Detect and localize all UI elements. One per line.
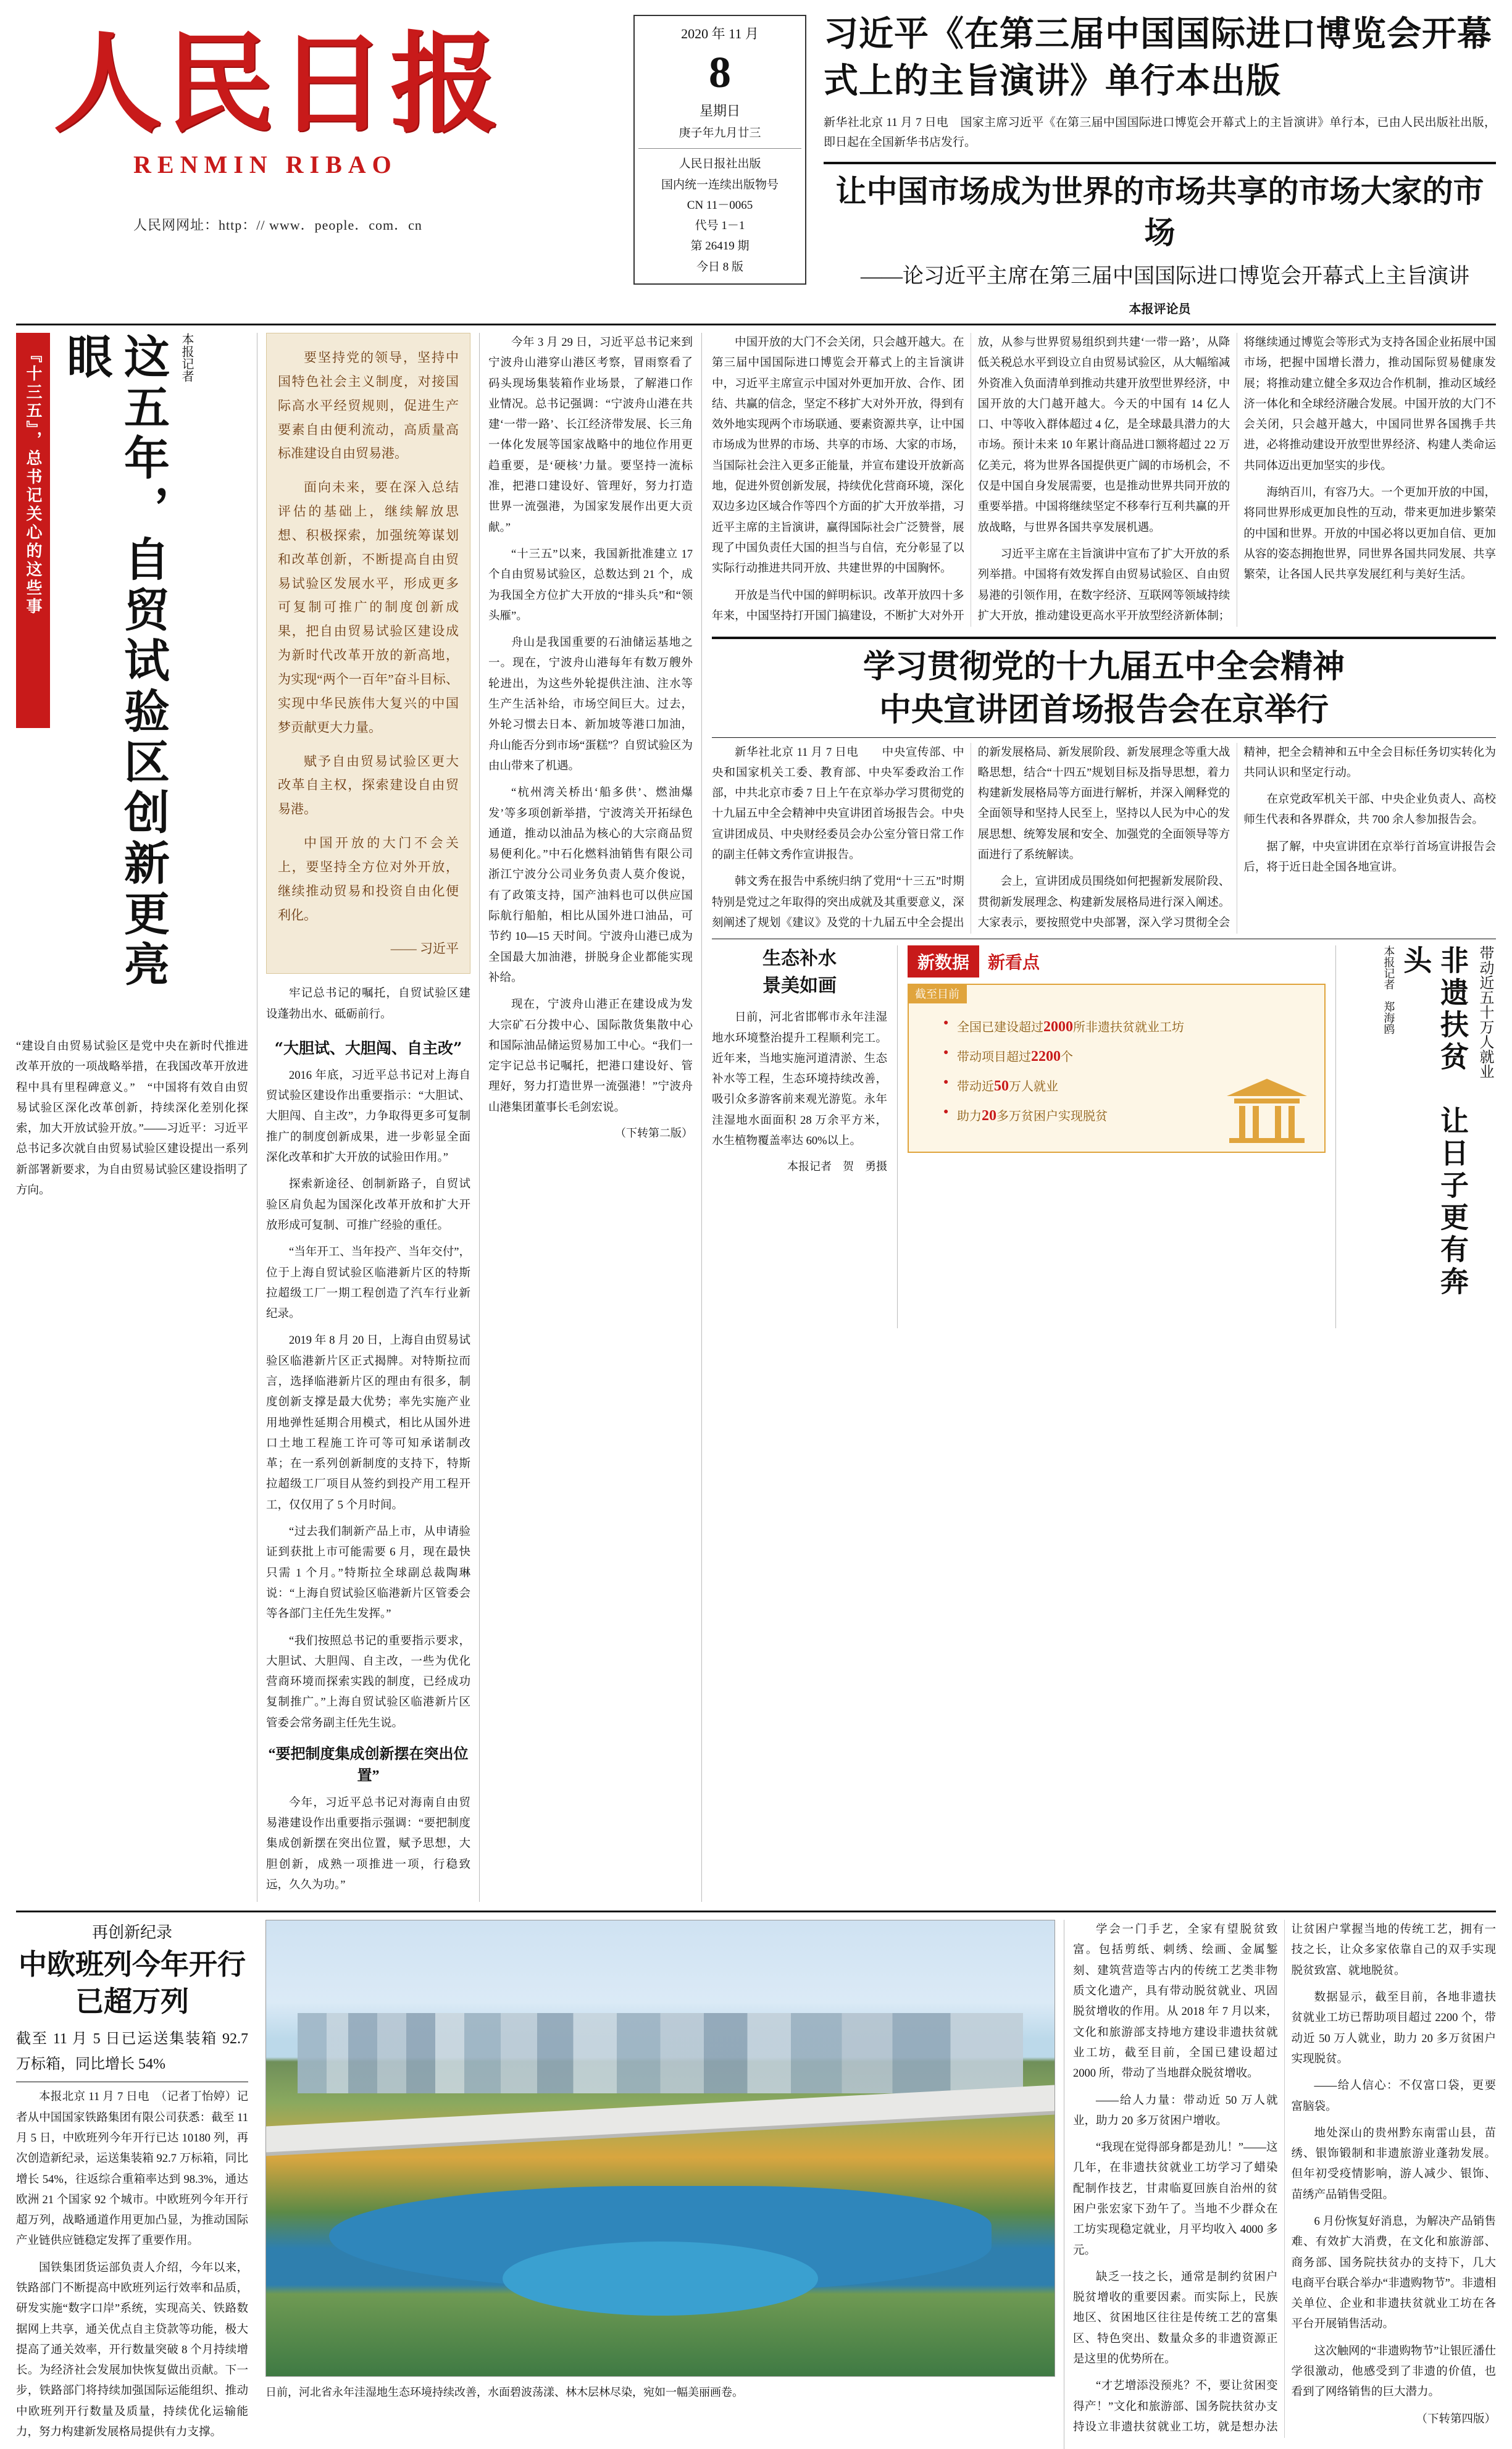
paragraph: ——给人信心：不仅富口袋，更要富脑袋。	[1291, 2080, 1496, 2113]
feature-subhead-2: “要把制度集成创新摆在突出位置”	[268, 1746, 469, 1784]
paragraph: 学会一门手艺，全家有望脱贫致富。包括剪纸、刺绣、绘画、金属錾刻、建筑营造等古内的传统工艺类非物质文化遗产，具有带动脱贫就业、巩固脱贫增收的作用。从 2018 年 7 月以来，文化和旅游部支持地方建设非遗扶贫就业工坊，截至目前，全国已建设超过 2000 所，带动了当地群众脱贫增收。	[1073, 1924, 1278, 2080]
paragraph: 舟山是我国重要的石油储运基地之一。现在，宁波舟山港每年有数万艘外轮进出，为这些外轮提供注油、注水等生产生活补给，市场空间巨大。过去，外轮习惯去日本、新加坡等港口加油，舟山能否分到市场“蛋糕”？自贸试验区为由山带来了机遇。	[488, 637, 693, 772]
bridge-shape	[266, 2085, 1055, 2153]
paragraph: 韩文秀在报告中系统归纳了党用“十三五”时期特别是党过之年取得的突出成就及其重要意义，深刻阐述了规划《建议》及党的十九届五中全会提出的新发展格局、新发展阶段、新发展理念等重大战略思想，结合“十四五”规划目标及指导思想，着力构建新发展格局等方面进行解析，并深入阐释党的全面领导和坚持人民至上，坚持以人民为中心的发展思想、统筹发展和安全、加强党的全面领导等方面进行了系统解读。	[712, 746, 1230, 929]
list-item: ● 带动项目超过2200个	[943, 1042, 1314, 1071]
paragraph: ——给人力量：带动近 50 万人就业，助力 20 多万贫困户增收。	[1073, 2094, 1278, 2127]
feiyi-title: 非遗扶贫 让日子更有奔头	[1399, 945, 1469, 1299]
quote-para: 中国开放的大门不会关上，要坚持全方位对外开放，继续推动贸易和投资自由化便利化。	[278, 835, 459, 923]
date-box	[633, 15, 806, 285]
column-note	[488, 333, 693, 1118]
feature-byline: 本报记者	[180, 333, 193, 382]
cn-code: CN 11－0065	[687, 198, 753, 212]
main-content	[16, 324, 1496, 1902]
third-headline-line1: 学习贯彻党的十九届五中全会精神	[863, 648, 1345, 686]
paragraph: 开放是当代中国的鲜明标识。改革开放四十多年来，中国坚持打开国门搞建设，不断扩大对外开放，从参与世界贸易组织到共建‘一带一路’，从降低关税总水平到设立自由贸易试验区，从大幅缩减外资准入负面清单到推动共建开放型世界经济，中国开放的大门越开越大。今天的中国有 14 亿人口、中等收入群体超过 4 亿，是全球最具潜力的大市场。预计未来 10 年累计商品进口额将超过 22 万亿美元，将为世界各国提供更广阔的市场机会，不仅是中国自身发展需要，也是推动世界共同开放的重要举措。中国将继续坚定不移奉行互利共赢的开放战略，与世界各国共享发展机遇。	[712, 337, 1230, 622]
bottom-section	[16, 1911, 1496, 2449]
lower-right-band	[712, 945, 1496, 1328]
paragraph: 地处深山的贵州黔东南雷山县，苗绣、银饰锻制和非遗旅游业蓬勃发展。但年初受疫情影响，游人减少、银饰、苗绣产品销售受阻。	[1291, 2127, 1496, 2201]
quote-signature: —— 习近平	[390, 941, 459, 957]
second-headline-sub: ——论习近平主席在第三届中国国际进口博览会开幕式上主旨演讲	[861, 264, 1469, 288]
paragraph: “我们按照总书记的重要指示要求，大胆试、大胆闯、自主改，一些为优化营商环境而探索实践的制度，已经成功复制推广。”上海自贸试验区临港新片区管委会常务副主任先生说。	[266, 1635, 470, 1730]
list-item: ● 带动近50万人就业	[943, 1071, 1314, 1101]
top-headline-lead: 新华社北京 11 月 7 日电 国家主席习近平《在第三届中国国际进口博览会开幕式上的主旨演讲》单行本，已由人民出版社出版，即日起在全国新华书店发行。	[824, 116, 1496, 149]
list-item: ● 全国已建设超过2000所非遗扶贫就业工坊	[943, 1012, 1314, 1042]
serial-label: 国内统一连续出版物号	[661, 178, 779, 191]
paragraph: 据了解，中央宣讲团在京举行首场宣讲报告会后，将于近日赴全国各地宣讲。	[1243, 840, 1496, 874]
new-data-block	[897, 945, 1335, 1328]
feiyi-title-block	[1335, 945, 1496, 1328]
feature-quote: “建设自由贸易试验区是党中央在新时代推进改革开放的一项战略举措，在我国改革开放进程中具有里程碑意义。” “中国将有效自由贸易试验区深化改革创新，持续深化差别化探索，加大开放试验开放。”——习近平：习近平总书记多次就自由贸易试验区建设提出一系列新部署新要求，为自由贸易试验区建设指明了方向。	[16, 1040, 248, 1197]
date-year-month: 2020 年 11 月	[681, 26, 759, 41]
eco-water-block	[712, 945, 897, 1328]
third-headline-line2: 中央宣讲团首场报告会在京举行	[879, 691, 1329, 729]
eco-water-byline: 本报记者 贺 勇摄	[787, 1160, 887, 1173]
feiyi-kicker: 带动近五十万人就业	[1477, 945, 1493, 1079]
second-headline: 让中国市场成为世界的市场共享的市场大家的市场	[835, 172, 1484, 251]
feature-body-3	[266, 1793, 470, 1896]
divider	[824, 162, 1496, 164]
paragraph: 缺乏一技之长，通常是制约贫困户脱贫增收的重要因素。而实际上，民族地区、贫困地区往往是传统工艺的富集区、特色突出、数量众多的非遗资源正是这里的优势所在。	[1073, 2271, 1278, 2366]
quote-box	[266, 333, 470, 974]
editorial-quote-column	[257, 333, 479, 1902]
paragraph: 这次触网的“非遗购物节”让银匠潘仕学很激动，他感受到了非遗的价值，也看到了网络销售的巨大潜力。	[1291, 2345, 1496, 2399]
paragraph: 现在，宁波舟山港正在建设成为发大宗矿石分拨中心、国际散货集散中心和国际油品储运贸易加工中心。“我们一定宇记总书记嘱托，把港口建设好、管理好，努力打造世界一流强港！”宁波舟山港集团董事长毛剑宏说。	[488, 998, 693, 1114]
paragraph: 2016 年底，习近平总书记对上海自贸试验区建设作出重要指示：“大胆试、大胆闯、自主改”，力争取得更多可复制推广的制度创新成果，进一步彰显全面深化改革和扩大开放的试验田作用。”	[266, 1069, 470, 1165]
newspaper-pinyin: RENMIN RIBAO	[133, 150, 398, 178]
photo-block	[257, 1920, 1064, 2449]
feiyi-story-body	[1064, 1920, 1496, 2449]
right-main-column	[701, 333, 1496, 1902]
quote-para: 要坚持党的领导，坚持中国特色社会主义制度，对接国际高水平经贸规则，促进生产要素自由便利流动，高质量高标准建设自由贸易港。	[278, 350, 459, 461]
paragraph: 今年 3 月 29 日，习近平总书记来到宁波舟山港穿山港区考察，冒雨察看了码头现场集装箱作业场景，了解港口作业情况。总书记强调：“宁波舟山港在共建‘一带一路’、长江经济带发展、长三角一体化发展等国家战略中的地位作用更趋重要，是‘硬核’力量。要坚持一流标准，把港口建设好、管理好，努力打造世界一流强港，为国家发展作出更大贡献。”	[488, 337, 693, 534]
paragraph: 2019 年 8 月 20 日，上海自由贸易试验区临港新片区正式揭牌。对特斯拉而言，选择临港新片区的理由有很多，制度创新支撑是最大优势；率先实施产业用地弹性延期合用模式，相比从国外进口土地工程施工许可等可知承诺制改革；在一系列创新制度的支持下，特斯拉超级工厂项目从签约到投产用工程开工，仅仅用了 5 个月时间。	[266, 1334, 470, 1512]
paragraph: 习近平主席在主旨演讲中宣布了扩大开放的系列举措。中国将有效发挥自由贸易试验区、自由贸易港的引领作用，在数字经济、互联网等领域持续扩大开放，推动建设更高水平开放型经济新体制；将继续通过博览会等形式为支持各国企业拓展中国市场，把握中国增长潜力，推动国际贸易健康发展；将推动建立健全多双边合作机制，推动区域经济一体化和全球经济融合发展。中国开放的大门不会关闭，只会越开越大，中国同世界各国携手共进，必将推动建设开放型世界经济、构建人类命运共同体迈出更加坚实的步伐。	[977, 337, 1496, 622]
quote-para: 面向未来，要在深入总结评估的基础上，继续解放思想、积极探索，加强统筹谋划和改革创新，不断提高自由贸易试验区发展水平，形成更多可复制可推广的制度创新成果，把自由贸易试验区建设成为新时代改革开放的新高地，为实现“两个一百年”奋斗目标、实现中华民族伟大复兴的中国梦贡献更大力量。	[278, 480, 459, 735]
second-headline-byline: 本报评论员	[1129, 303, 1191, 317]
skyline-shape	[298, 2013, 1023, 2093]
jump-note: （下转第二版）	[615, 1126, 693, 1139]
eco-water-caption	[712, 1008, 887, 1152]
paragraph: 数据显示，截至目前，各地非遗扶贫就业工坊已帮助项目超过 2200 个，带动近 50 万人就业，助力 20 多万贫困户实现脱贫。	[1291, 1991, 1496, 2066]
story-body	[16, 2087, 248, 2443]
paragraph: “十三五”以来，我国新批准建立 17 个自由贸易试验区，总数达到 21 个，成为我国全方位扩大开放的“排头兵”和“领头雁”。	[488, 548, 693, 622]
masthead-lead-stories	[806, 11, 1496, 317]
quote-para: 赋予自由贸易试验区更大改革自主权，探索建设自由贸易港。	[278, 753, 459, 817]
masthead	[16, 11, 1496, 320]
paragraph: 日前，河北省邯郸市永年洼湿地水环境整治提升工程顺利完工。近年来，当地实施河道清淤、生态补水等工程，生态环境持续改善，吸引众多游客前来观光游览。永年洼湿地水面面积 28 万余平方米，水生植物覆盖率达 60%以上。	[712, 1011, 887, 1147]
date-day: 8	[709, 47, 731, 97]
paragraph: 会上，宣讲团成员围绕如何把握新发展阶段、贯彻新发展理念、构建新发展格局进行深入阐述。大家表示，要按照党中央部署，深入学习贯彻全会精神，把全会精神和五中全会目标任务切实转化为共同认识和坚定行动。	[977, 746, 1496, 929]
pond-shape	[503, 2242, 818, 2316]
story-title: 中欧班列今年开行已超万列	[19, 1948, 246, 2018]
paragraph: 新华社北京 11 月 7 日电 中央宣传部、中央和国家机关工委、教育部、中央军委政治工作部，中共北京市委 7 日上午在京举办学习贯彻党的十九届五中全会精神中央宣讲团首场报告会。中央宣讲团成员、中央财经委员会办公室分管日常工作的副主任韩文秀作宣讲报告。	[712, 746, 964, 862]
paragraph: 探索新途径、创制新路子，自贸试验区肩负起为国深化改革开放和扩大开放形成可复制、可推广经验的重任。	[266, 1178, 470, 1232]
feature-continuation-column	[479, 333, 701, 1902]
eco-water-title-1: 生态补水	[762, 948, 837, 970]
photo-caption: 日前，河北省永年洼湿地生态环境持续改善，水面碧波荡漾、林木层林尽染，宛如一幅美丽画卷。	[265, 2386, 743, 2399]
paragraph: 中国开放的大门不会关闭，只会越开越大。在第三届中国国际进口博览会开幕式上的主旨演讲中，习近平主席宣示中国对外更加开放、合作、团结、共赢的信念，坚定不移扩大对外开放，得到有效外地实现两个市场联通、要素资源共享，让中国市场成为世界的市场、共享的市场、大家的市场，当国际社会注入更多正能量，并宣布建设开放新高地，促进外贸创新发展，持续优化营商环境，深化双边多边区域合作等四个方面的扩大开放举措，习近平主席的主旨演讲，赢得国际社会广泛赞誉，展现了中国负责任大国的担当与自信，充分彰显了以实际行动推进共同开放、共建世界的中国胸怀。	[712, 337, 964, 576]
story-lead: 截至 11 月 5 日已运送集装箱 92.7 万标箱，同比增长 54%	[16, 2030, 248, 2072]
editorial-text	[712, 333, 1496, 627]
paragraph: “杭州湾关桥出‘船多供’、燃油爆发’等多项创新举措，宁波湾关开拓绿色通道，推动以油品为核心的大宗商品贸易便利化。”中石化燃料油销售有限公司浙江宁波分公司业务负责人莫介俊说，有了政策支持，国产油料也可以供应国际航行船舶，相比从国外进口油品，可节约 10—15 天时间。宁波舟山港已成为全国最大加油港，拼脱身企业都能实现补给。	[488, 787, 693, 984]
paragraph: “当年开工、当年投产、当年交付”，位于上海自贸试验区临港新片区的特斯拉超级工厂一期工程创造了汽车行业新纪录。	[266, 1246, 470, 1321]
publisher: 人民日报社出版	[679, 157, 761, 171]
new-view-badge: 新看点	[988, 953, 1040, 973]
paragraph: （下转第四版）	[1416, 2413, 1496, 2426]
paragraph: “才艺增添没预兆？不，要让贫困变得产！”文化和旅游部、国务院扶贫办支持设立非遗扶贫就业工坊，就是想办法让贫困户掌握当地的传统工艺，拥有一技之长，让众多家依靠自己的双手实现脱贫致富、就地脱贫。	[1073, 1924, 1496, 2434]
landscape-photo	[265, 1920, 1055, 2377]
date-lunar: 庚子年九月廿三	[638, 123, 801, 149]
feature-subhead-1: “大胆试、大胆闯、自主改”	[274, 1039, 462, 1057]
paragraph: 在京党政军机关干部、中央企业负责人、高校师生代表和各界群众，共 700 余人参加报告会。	[1243, 793, 1496, 827]
new-data-header	[908, 945, 1326, 978]
paragraph: 今年，习近平总书记对海南自由贸易港建设作出重要指示强调：“要把制度集成创新摆在突出位置，赋予思想，大胆创新，成熟一项推进一项，行稳致远，久久为功。”	[266, 1796, 470, 1891]
feature-title: 这五年，自贸试验区创新更亮眼	[59, 333, 170, 991]
new-data-box-title: 截至目前	[908, 984, 967, 1003]
vertical-title-group	[16, 333, 248, 1024]
issue-number: 第 26419 期	[690, 240, 750, 253]
new-data-badge: 新数据	[908, 945, 979, 978]
story-kicker: 再创新纪录	[91, 1924, 172, 1942]
newspaper-website: 人民网网址：http：// www．people．com．cn	[133, 217, 422, 233]
eco-water-title-2: 景美如画	[762, 974, 837, 997]
page-count: 今日 8 版	[696, 260, 743, 274]
feiyi-text	[1073, 1920, 1496, 2438]
paragraph: 牢记总书记的嘱托，自贸试验区建设蓬勃出水、砥砺前行。	[266, 987, 470, 1021]
feature-body-1	[266, 1066, 470, 1734]
paragraph: 海纳百川，有容乃大。一个更加开放的中国，将同世界形成更加良性的互动，带来更加进步繁荣的中国和世界。开放的中国必将以更加自信、更加从容的姿态拥抱世界，同世界各国共同发展、共享繁荣，让各国人民共享发展红利与美好生活。	[1243, 487, 1496, 582]
paragraph: 本报北京 11 月 7 日电 （记者丁怡婷）记者从中国国家铁路集团有限公司获悉：截至 11 月 5 日，中欧班列今年开行已达 10180 列，再次创造新纪录，运送集装箱 92.7 万标箱，同比增长 54%，往返综合重箱率达到 98.3%，通达欧洲 21 个国家 92 个城市。中欧班列今年开行超万列，战略通道作用更加凸显，为推动国际产业链供应链稳定发挥了重要作用。	[16, 2091, 248, 2248]
feiyi-byline: 本报记者 郑海鸥	[1382, 945, 1395, 1035]
third-story-text	[712, 743, 1496, 934]
masthead-logo	[16, 11, 633, 234]
paragraph: “过去我们制新产品上市，从申请验证到获批上市可能需要 6 月，现在最快只需 1 个月。”特斯拉全球副总裁陶琳说：“上海自贸试验区临港新片区管委会等各部门主任先生发挥。”	[266, 1526, 470, 1621]
newspaper-title: 人民日报	[53, 20, 503, 148]
left-feature-column	[16, 333, 257, 1902]
paragraph: 6 月份恢复好消息，为解决产品销售难、有效扩大消费，在文化和旅游部、商务部、国务院扶贫办的支持下，几大电商平台联合举办“非遗购物节”。非遗相关单位、企业和非遗扶贫就业工坊在各平台开展销售活动。	[1291, 2215, 1496, 2331]
paragraph: “我现在觉得部身都是劲儿！”——这几年，在非遗扶贫就业工坊学习了蜡染配制作技艺，甘肃临夏回族自治州的贫困户张宏家下劲午了。当地不少群众在工坊实现稳定就业，月平均收入 4000 多元。	[1073, 2141, 1278, 2257]
pavilion-icon	[1221, 1075, 1313, 1143]
series-band: 『十三五』，总书记关心的这些事	[16, 333, 50, 728]
china-europe-train-story	[16, 1920, 257, 2449]
list-item: ● 助力20多万贫困户实现脱贫	[943, 1101, 1314, 1131]
divider	[712, 637, 1496, 639]
divider	[712, 737, 1496, 738]
feature-body	[266, 984, 470, 1025]
date-weekday: 星期日	[699, 103, 740, 119]
top-headline: 习近平《在第三届中国国际进口博览会开幕式上的主旨演讲》单行本出版	[824, 14, 1492, 101]
paragraph: 国铁集团货运部负责人介绍，今年以来，铁路部门不断提高中欧班列运行效率和品质，研发实施“数字口岸”系统，实现高关、铁路数据网上共享，通关优点自主贷款等功能，极大提高了通关效率，开行数量突破 8 个月持续增长。为经济社会发展加快恢复做出贡献。下一步，铁路部门将持续加强国际运能组织、推动中欧班列开行数量及质量，持续优化运输能力，努力构建新发展格局提供有力支撑。	[16, 2261, 248, 2439]
new-data-box	[908, 984, 1326, 1153]
daihao: 代号 1－1	[695, 219, 745, 232]
